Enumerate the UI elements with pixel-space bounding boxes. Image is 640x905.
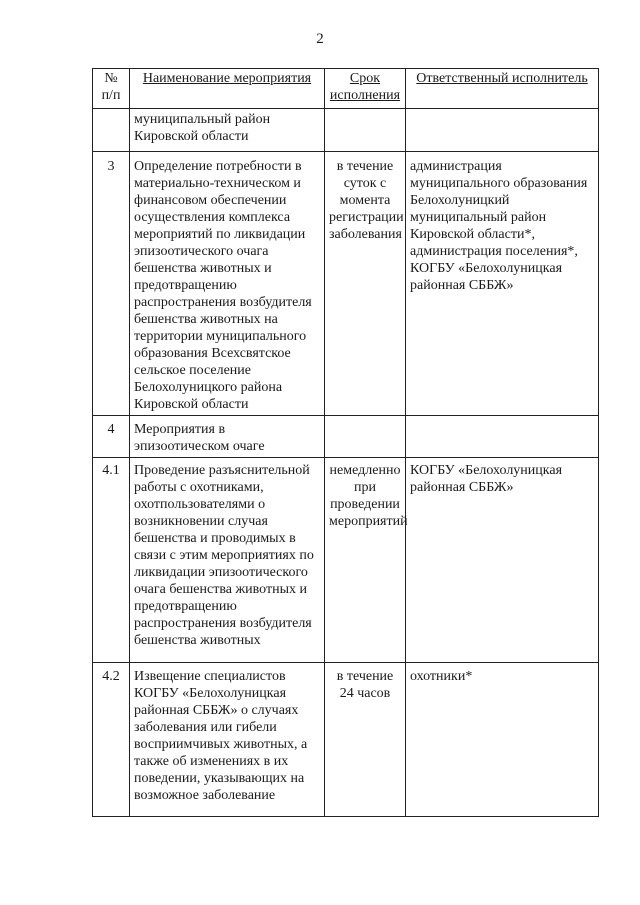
row-name: муниципальный район Кировской области [130, 109, 325, 152]
table-row [93, 663, 599, 817]
row-term: немедленно при проведении мероприятий [325, 458, 406, 663]
row-num: 4.1 [93, 458, 130, 663]
header-name: Наименование мероприятия [130, 69, 325, 109]
row-num: 4 [93, 416, 130, 458]
table-row [93, 458, 599, 663]
header-responsible: Ответственный исполнитель [406, 69, 599, 109]
row-name: Определение потребности в материально-техническом и финансовом обеспечении осуществления комплекса мероприятий по ликвидации эпизоотического очага бешенства животных и предотвращению распространения возбудителя бешенства животных на территории муниципального образования Всехсвятское сельское поселение Белохолуницкого района Кировской области [130, 152, 325, 416]
row-name: Извещение специалистов КОГБУ «Белохолуницкая районная СББЖ» о случаях заболевания или гибели восприимчивых животных, а также об изменениях в их поведении, указывающих на возможное заболевание [130, 663, 325, 817]
table-row [93, 109, 599, 152]
table-row [93, 152, 599, 416]
row-term: в течение 24 часов [325, 663, 406, 817]
row-responsible [406, 109, 599, 152]
row-term [325, 416, 406, 458]
row-name: Проведение разъяснительной работы с охотниками, охотпользователями о возникновении случая бешенства и проводимых в связи с этим мероприятиях по ликвидации эпизоотического очага бешенства животных и предотвращению распространения возбудителя бешенства животных [130, 458, 325, 663]
row-num: 4.2 [93, 663, 130, 817]
row-term: в течение суток с момента регистрации заболевания [325, 152, 406, 416]
measures-table [92, 68, 599, 817]
row-responsible [406, 416, 599, 458]
page-number: 2 [316, 31, 324, 47]
table-row [93, 416, 599, 458]
row-num [93, 109, 130, 152]
row-num: 3 [93, 152, 130, 416]
row-responsible: администрация муниципального образования Белохолуницкий муниципальный район Кировской области*, администрация поселения*, КОГБУ «Белохолуницкая районная СББЖ» [406, 152, 599, 416]
row-name: Мероприятия в эпизоотическом очаге [130, 416, 325, 458]
row-responsible: охотники* [406, 663, 599, 817]
table-header-row [93, 69, 599, 109]
header-num: № п/п [93, 69, 130, 109]
row-term [325, 109, 406, 152]
row-responsible: КОГБУ «Белохолуницкая районная СББЖ» [406, 458, 599, 663]
header-term: Срок исполнения [325, 69, 406, 109]
